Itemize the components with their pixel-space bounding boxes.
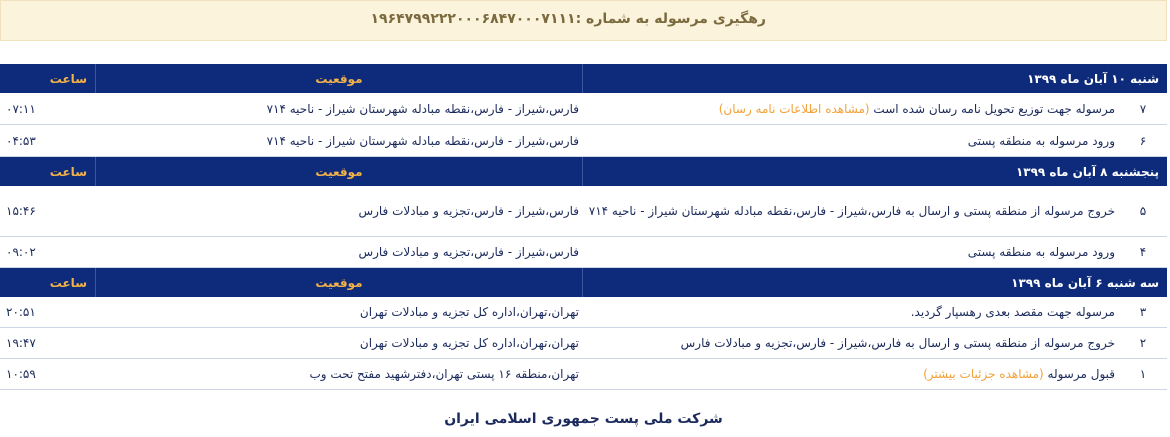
time-column-header: ساعت [49, 71, 87, 86]
event-cell [583, 131, 1119, 151]
event-text: ورود مرسوله به منطقه پستی [967, 245, 1115, 259]
row-number: ۴ [1139, 245, 1147, 259]
location-cell: فارس،شیراز - فارس،نقطه مبادله شهرستان شیراز - ناحیه ۷۱۴ [266, 133, 579, 148]
event-cell [583, 333, 1119, 353]
event-cell [583, 364, 1119, 384]
location-cell: فارس،شیراز - فارس،نقطه مبادله شهرستان شیراز - ناحیه ۷۱۴ [266, 101, 579, 116]
day-header [0, 157, 1167, 186]
table-row [0, 328, 1167, 359]
row-number: ۲ [1139, 336, 1147, 350]
day-header [0, 268, 1167, 297]
footer-company-name: شرکت ملی پست جمهوری اسلامی ایران [444, 411, 723, 427]
location-column-header: موقعیت [95, 268, 583, 297]
event-text: خروج مرسوله از منطقه پستی و ارسال به فارس،شیراز - فارس،نقطه مبادله شهرستان شیراز - ناحیه ۷۱۴ [588, 204, 1115, 218]
location-cell: تهران،تهران،اداره کل تجزیه و مبادلات تهران [359, 336, 579, 350]
tracking-header [0, 0, 1167, 41]
row-number: ۷ [1139, 101, 1147, 116]
day-title: سه شنبه ۶ آبان ماه ۱۳۹۹ [1011, 275, 1159, 290]
time-cell: ۰۷:۱۱ [6, 101, 36, 116]
row-number: ۳ [1139, 305, 1147, 319]
view-postman-info-link[interactable]: (مشاهده اطلاعات نامه رسان) [718, 101, 870, 116]
day-header [0, 64, 1167, 93]
table-row [0, 237, 1167, 268]
event-text: خروج مرسوله از منطقه پستی و ارسال به فارس،شیراز - فارس،تجزیه و مبادلات فارس [680, 336, 1115, 350]
view-more-details-link[interactable]: (مشاهده جزئیات بیشتر) [923, 367, 1044, 381]
day-title: شنبه ۱۰ آبان ماه ۱۳۹۹ [1027, 71, 1159, 86]
location-cell: فارس،شیراز - فارس،تجزیه و مبادلات فارس [358, 204, 579, 218]
location-cell: تهران،تهران،اداره کل تجزیه و مبادلات تهران [359, 305, 579, 319]
time-cell: ۲۰:۵۱ [6, 305, 36, 319]
time-cell: ۰۹:۰۲ [6, 245, 36, 259]
tracking-title: رهگیری مرسوله به شماره :۱۹۶۴۷۹۹۲۲۲۰۰۰۶۸۴۷۰۰۰۷۱۱۱ [370, 11, 766, 27]
row-number: ۶ [1139, 133, 1147, 148]
time-cell: ۱۵:۴۶ [6, 204, 36, 218]
tracking-table [0, 64, 1167, 390]
table-row [0, 297, 1167, 328]
time-column-header: ساعت [49, 164, 87, 179]
row-number: ۵ [1139, 204, 1147, 218]
location-column-header: موقعیت [95, 157, 583, 186]
event-text: مرسوله جهت توزیع تحویل نامه رسان شده است [873, 101, 1115, 116]
time-cell: ۱۰:۵۹ [6, 367, 36, 381]
row-number: ۱ [1139, 367, 1147, 381]
day-title: پنجشنبه ۸ آبان ماه ۱۳۹۹ [1015, 164, 1159, 179]
time-cell: ۱۹:۴۷ [6, 336, 36, 350]
event-cell [583, 201, 1119, 221]
table-row [0, 186, 1167, 237]
time-cell: ۰۴:۵۳ [6, 133, 36, 148]
event-text: ورود مرسوله به منطقه پستی [967, 133, 1115, 148]
event-cell [583, 242, 1119, 262]
table-row [0, 125, 1167, 157]
event-cell [583, 99, 1119, 119]
table-row [0, 359, 1167, 390]
event-text: قبول مرسوله [1047, 367, 1115, 381]
time-column-header: ساعت [49, 275, 87, 290]
event-text: مرسوله جهت مقصد بعدی رهسپار گردید. [910, 305, 1115, 319]
location-column-header: موقعیت [95, 64, 583, 93]
location-cell: فارس،شیراز - فارس،تجزیه و مبادلات فارس [358, 245, 579, 259]
event-cell [583, 302, 1119, 322]
location-cell: تهران،منطقه ۱۶ پستی تهران،دفترشهید مفتح تحت وب [309, 367, 579, 381]
table-row [0, 93, 1167, 125]
